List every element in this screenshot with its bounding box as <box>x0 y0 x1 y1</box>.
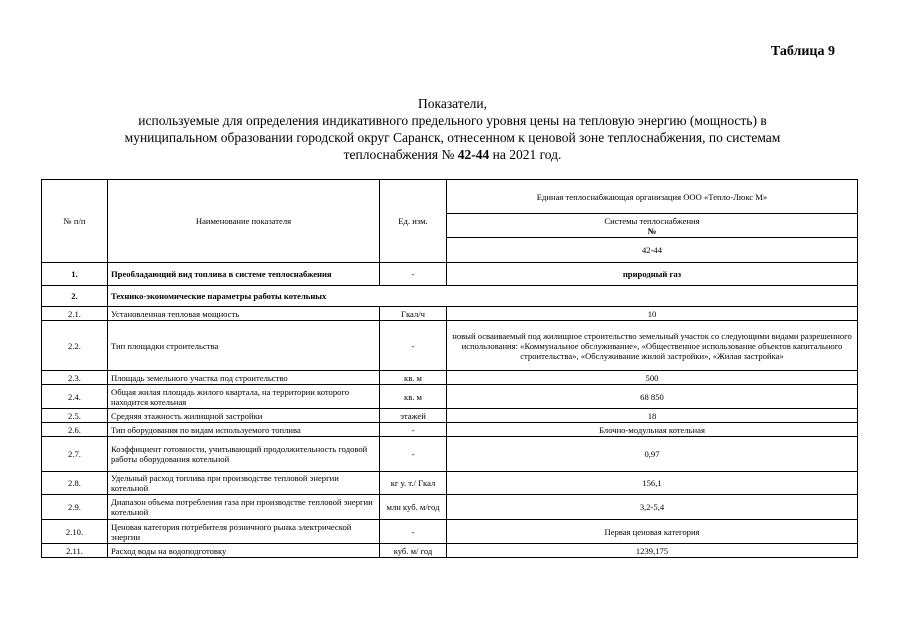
row-num: 2.1. <box>42 307 108 321</box>
row-name: Преобладающий вид топлива в системе теплоснабжения <box>108 263 380 286</box>
header-row <box>42 180 858 214</box>
table-row <box>42 423 858 437</box>
row-name: Ценовая категория потребителя розничного рынка электрической энергии <box>108 520 380 544</box>
row-value: 1239,175 <box>447 544 858 558</box>
indicators-table <box>41 179 858 558</box>
row-name: Расход воды на водоподготовку <box>108 544 380 558</box>
table-row <box>42 472 858 495</box>
row-unit: кв. м <box>380 385 447 409</box>
row-num: 2.6. <box>42 423 108 437</box>
row-unit: - <box>380 423 447 437</box>
table-row <box>42 307 858 321</box>
header-system-id: 42-44 <box>447 238 858 263</box>
heading-line-3: муниципальном образовании городской округ Саранск, отнесенном к ценовой зоне теплоснабжения, по системам <box>124 130 781 145</box>
row-num: 2.3. <box>42 371 108 385</box>
row-value: 500 <box>447 371 858 385</box>
row-value: 0,97 <box>447 437 858 472</box>
row-value: 10 <box>447 307 858 321</box>
table-row <box>42 286 858 307</box>
table-row <box>42 409 858 423</box>
header-name: Наименование показателя <box>108 180 380 263</box>
table-row <box>42 520 858 544</box>
row-value: 18 <box>447 409 858 423</box>
table-row <box>42 263 858 286</box>
heading-line-2: используемые для определения индикативного предельного уровня цены на тепловую энергию (мощность) в <box>138 113 767 128</box>
row-name: Тип оборудования по видам используемого топлива <box>108 423 380 437</box>
row-num: 2.10. <box>42 520 108 544</box>
row-num: 2.5. <box>42 409 108 423</box>
row-name: Тип площадки строительства <box>108 321 380 371</box>
row-name: Установленная тепловая мощность <box>108 307 380 321</box>
row-num: 2.9. <box>42 495 108 520</box>
heading-line-4-start: теплоснабжения № <box>343 147 458 162</box>
row-unit: - <box>380 263 447 286</box>
row-value: Первая ценовая категория <box>447 520 858 544</box>
row-unit: - <box>380 321 447 371</box>
header-systems-number-sign: № <box>647 225 657 236</box>
section-title: Технико-экономические параметры работы котельных <box>108 286 858 307</box>
row-unit: - <box>380 437 447 472</box>
row-num: 2.7. <box>42 437 108 472</box>
table-row <box>42 544 858 558</box>
table-number-label: Таблица 9 <box>770 44 835 59</box>
row-value: 156,1 <box>447 472 858 495</box>
row-value: 68 850 <box>447 385 858 409</box>
header-systems <box>447 214 858 238</box>
header-unit: Ед. изм. <box>380 180 447 263</box>
header-systems-label: Системы теплоснабжения <box>604 215 700 226</box>
table-row <box>42 371 858 385</box>
heading-line-4 <box>40 146 865 163</box>
row-unit: кг у. т./ Гкал <box>380 472 447 495</box>
row-num: 1. <box>42 263 108 286</box>
row-num: 2. <box>42 286 108 307</box>
row-unit: кв. м <box>380 371 447 385</box>
row-num: 2.4. <box>42 385 108 409</box>
header-num: № п/п <box>42 180 108 263</box>
row-num: 2.11. <box>42 544 108 558</box>
row-value: Блочно-модульная котельная <box>447 423 858 437</box>
row-name: Площадь земельного участка под строительство <box>108 371 380 385</box>
row-unit: этажей <box>380 409 447 423</box>
row-unit: куб. м/ год <box>380 544 447 558</box>
table-row <box>42 495 858 520</box>
row-value: природный газ <box>447 263 858 286</box>
heading-line-4-end: на 2021 год. <box>489 147 562 162</box>
document-heading <box>40 95 865 163</box>
row-name: Коэффициент готовности, учитывающий продолжительность годовой работы оборудования котельной <box>108 437 380 472</box>
table-row <box>42 385 858 409</box>
heading-line-1: Показатели, <box>417 96 488 111</box>
table-row <box>42 437 858 472</box>
row-name: Диапазон объема потребления газа при производстве тепловой энергии котельной <box>108 495 380 520</box>
header-organization: Единая теплоснабжающая организация ООО «Тепло-Люкс М» <box>447 180 858 214</box>
row-value: 3,2-5,4 <box>447 495 858 520</box>
row-num: 2.8. <box>42 472 108 495</box>
row-name: Средняя этажность жилищной застройки <box>108 409 380 423</box>
row-unit: млн куб. м/год <box>380 495 447 520</box>
row-unit: Гкал/ч <box>380 307 447 321</box>
row-value: новый осваиваемый под жилищное строительство земельный участок со следующими видами разрешенного использования: «Коммунальное обслуживание», «Общественное использование объектов капитального строительства», «Обслуживание жилой застройки», «Жилая застройка» <box>447 321 858 371</box>
table-row <box>42 321 858 371</box>
row-num: 2.2. <box>42 321 108 371</box>
row-unit: - <box>380 520 447 544</box>
heading-system-number: 42-44 <box>457 147 490 162</box>
row-name: Удельный расход топлива при производстве тепловой энергии котельной <box>108 472 380 495</box>
row-name: Общая жилая площадь жилого квартала, на территории которого находится котельная <box>108 385 380 409</box>
